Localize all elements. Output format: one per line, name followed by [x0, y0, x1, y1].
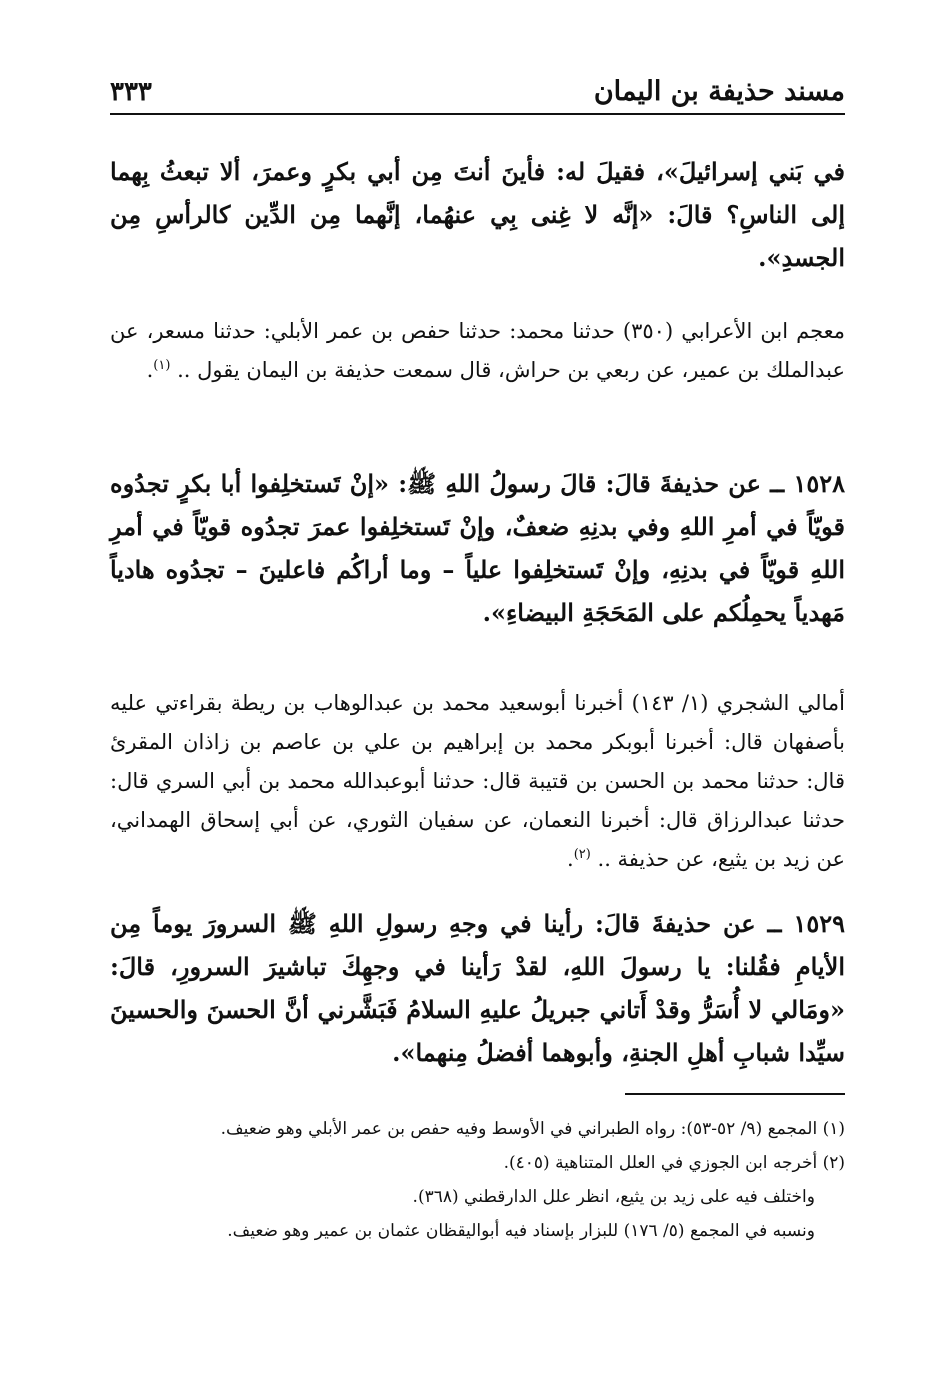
source-citation-1: معجم ابن الأعرابي (٣٥٠) حدثنا محمد: حدثنا حفص بن عمر الأبلي: حدثنا مسعر، عن عبدالملك بن عمير، عن ربعي بن حراش، قال سمعت حذيفة بن اليمان يقول .. $^{(١)}$.	[110, 319, 846, 382]
page-number: ٣٣٣	[110, 77, 152, 107]
footnote-ref-2: (٢)	[573, 847, 591, 862]
footnote-1: (١) المجمع (٩/ ٥٢-٥٣): رواه الطبراني في الأوسط وفيه حفص بن عمر الأبلي وهو ضعيف.	[220, 1119, 845, 1139]
hadith-1529: ١٥٢٩ ــ عن حذيفةَ قالَ: رأينا في وجهِ رسولِ اللهِ ﷺ السرورَ يوماً مِن الأيامِ فقُلنا: يا رسولَ اللهِ، لقدْ رَأينا في وجهِكَ تباشيرَ السرورِ، قالَ: «ومَالي لا أُسَرُّ وقدْ أَتاني جبريلُ عليهِ السلامُ فَبَشَّرني أنَّ الحسنَ والحسينَ سيِّدا شبابِ أهلِ الجنةِ، وأبوهما أفضلُ مِنهما».	[110, 909, 846, 1067]
hadith-1528: ١٥٢٨ ــ عن حذيفةَ قالَ: قالَ رسولُ اللهِ ﷺ: «إنْ تَستخلِفوا أبا بكرٍ تجدُوه قويّاً في أمرِ اللهِ وفي بدنِهِ ضعفٌ، وإنْ تَستخلِفوا عمرَ تجدُوه قويّاً في أمرِ اللهِ قويّاً في بدنِهِ، وإنْ تَستخلِفوا علياً – وما أراكُم فاعلينَ – تجدُوه هادياً مَهدياً يحمِلُكم على المَحَجَةِ البيضاءِ».	[110, 469, 845, 627]
source-citation-2: أمالي الشجري (١/ ١٤٣) أخبرنا أبوسعيد محمد بن عبدالوهاب بن ريطة بقراءتي عليه بأصفهان قال: أخبرنا أبوبكر محمد بن إبراهيم بن علي بن عاصم بن زاذان المقرئ قال: حدثنا محمد بن الحسن بن قتيبة قال: حدثنا أبوعبدالله محمد بن أبي السري قال: حدثنا عبدالرزاق قال: أخبرنا النعمان، عن سفيان الثوري، عن أبي إسحاق الهمداني، عن زيد بن يثيع، عن حذيفة .. $^{(٢)}$.	[110, 691, 845, 871]
footnote-2: (٢) أخرجه ابن الجوزي في العلل المتناهية (٤٠٥).	[503, 1153, 845, 1173]
source-citation-2-text: أمالي الشجري (١/ ١٤٣) أخبرنا أبوسعيد محمد بن عبدالوهاب بن ريطة بقراءتي عليه بأصفهان قال: أخبرنا أبوبكر محمد بن إبراهيم بن علي بن عاصم بن زاذان المقرئ قال: حدثنا محمد بن الحسن بن قتيبة قال: حدثنا أبوعبدالله محمد بن أبي السري قال: حدثنا عبدالرزاق قال: أخبرنا النعمان، عن سفيان الثوري، عن أبي إسحاق الهمداني، عن زيد بن يثيع، عن حذيفة ..	[110, 691, 845, 871]
footnote-2-continuation: واختلف فيه على زيد بن يثيع، انظر علل الدارقطني (٣٦٨).	[412, 1187, 815, 1207]
running-title: مسند حذيفة بن اليمان	[593, 76, 845, 107]
header-rule	[110, 113, 845, 115]
source-citation-1-text: معجم ابن الأعرابي (٣٥٠) حدثنا محمد: حدثنا حفص بن عمر الأبلي: حدثنا مسعر، عن عبدالملك بن عمير، عن ربعي بن حراش، قال سمعت حذيفة بن اليمان يقول ..	[110, 319, 846, 382]
hadith-continuation: في بَني إسرائيلَ»، فقيلَ له: فأينَ أنتَ مِن أبي بكرٍ وعمرَ، ألا تبعثُ بِهما إلى الناسِ؟ قالَ: «إنَّه لا غِنى بِي عنهُما، إنَّهما مِن الدِّين كالرأسِ مِن الجسدِ».	[110, 157, 845, 272]
footnote-2-continuation-2: ونسبه في المجمع (٥/ ١٧٦) للبزار بإسناد فيه أبواليقظان عثمان بن عمير وهو ضعيف.	[227, 1221, 815, 1241]
footnote-ref-1: (١)	[153, 358, 171, 373]
running-header	[110, 70, 845, 110]
footnote-separator	[625, 1093, 845, 1095]
book-page	[110, 70, 845, 1320]
